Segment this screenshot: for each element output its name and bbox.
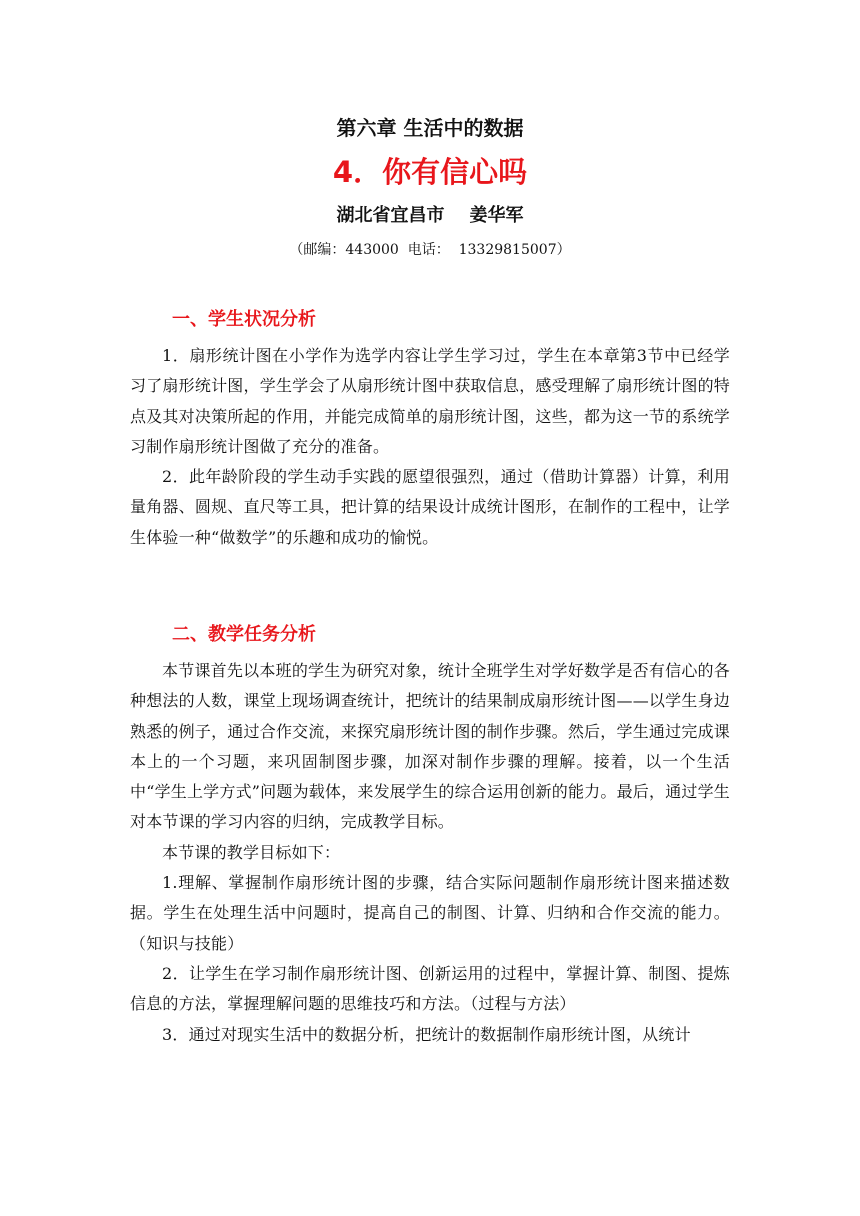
chapter-title: 第六章 生活中的数据 — [336, 116, 524, 140]
paragraph: 1.理解、掌握制作扇形统计图的步骤，结合实际问题制作扇形统计图来描述数据。学生在处理生活中问题时，提高自己的制图、计算、归纳和合作交流的能力。（知识与技能） — [130, 873, 730, 953]
author-line: 湖北省宜昌市 姜华军 — [336, 205, 524, 226]
section-body-teaching-task — [130, 656, 730, 1050]
contact-line: （邮编：443000 电话： 13329815007） — [289, 242, 571, 258]
paragraph: 本节课的教学目标如下： — [162, 842, 341, 862]
paragraph: 2．让学生在学习制作扇形统计图、创新运用的过程中，掌握计算、制图、提炼信息的方法，掌握理解问题的思维技巧和方法。（过程与方法） — [130, 963, 730, 1014]
section-body-student-analysis — [130, 341, 730, 553]
paragraph: 本节课首先以本班的学生为研究对象，统计全班学生对学好数学是否有信心的各种想法的人数，课堂上现场调查统计，把统计的结果制成扇形统计图——以学生身边熟悉的例子，通过合作交流，来探究扇形统计图的制作步骤。然后，学生通过完成课本上的一个习题，来巩固制图步骤，加深对制作步骤的理解。接着，以一个生活中“学生上学方式”问题为载体，来发展学生的综合运用创新的能力。最后，通过学生对本节课的学习内容的归纳，完成教学目标。 — [130, 661, 730, 832]
paragraph: 1．扇形统计图在小学作为选学内容让学生学习过，学生在本章第3节中已经学习了扇形统计图，学生学会了从扇形统计图中获取信息，感受理解了扇形统计图的特点及其对决策所起的作用，并能完成简单的扇形统计图，这些，都为这一节的系统学习制作扇形统计图做了充分的准备。 — [130, 346, 730, 456]
paragraph: 3．通过对现实生活中的数据分析，把统计的数据制作扇形统计图，从统计 — [162, 1024, 691, 1044]
section-heading-teaching-task: 二、教学任务分析 — [172, 624, 316, 645]
paragraph: 2．此年龄阶段的学生动手实践的愿望很强烈，通过（借助计算器）计算，利用量角器、圆规、直尺等工具，把计算的结果设计成统计图形，在制作的工程中，让学生体验一种“做数学”的乐趣和成功的愉悦。 — [130, 467, 730, 547]
lesson-title: 4．你有信心吗 — [332, 155, 528, 189]
section-heading-student-analysis: 一、学生状况分析 — [172, 309, 316, 330]
